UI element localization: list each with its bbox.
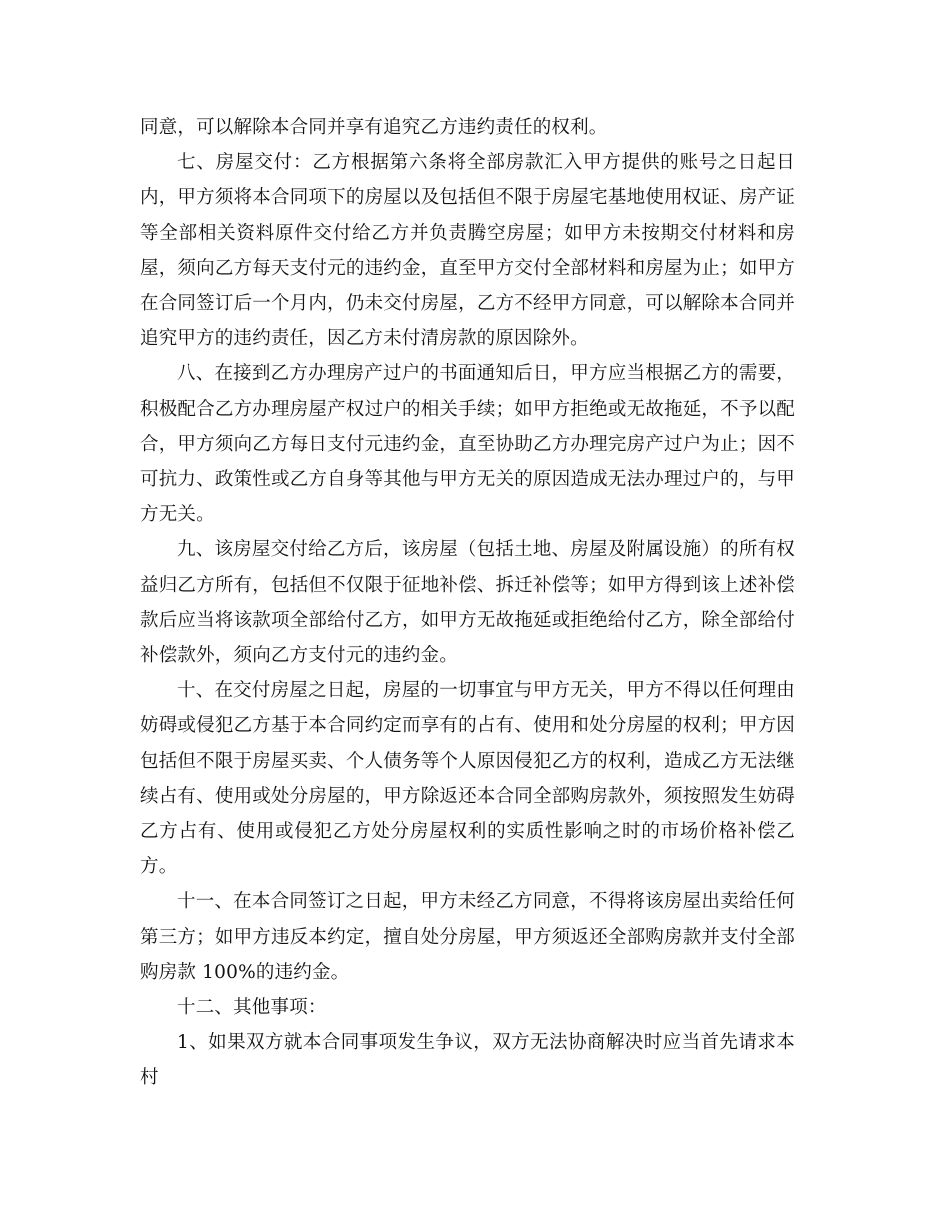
paragraph-clause-7: 七、房屋交付：乙方根据第六条将全部房款汇入甲方提供的账号之日起日内，甲方须将本合同项下的房屋以及包括但不限于房屋宅基地使用权证、房产证等全部相关资料原件交付给乙方并负责腾空房屋；如甲方未按期交付材料和房屋，须向乙方每天支付元的违约金，直至甲方交付全部材料和房屋为止；如甲方在合同签订后一个月内，仍未交付房屋，乙方不经甲方同意，可以解除本合同并追究甲方的违约责任，因乙方未付清房款的原因除外。	[140, 152, 795, 350]
paragraph-clause-8: 八、在接到乙方办理房产过户的书面通知后日，甲方应当根据乙方的需要，积极配合乙方办理房屋产权过户的相关手续；如甲方拒绝或无故拖延，不予以配合，甲方须向乙方每日支付元违约金，直至协助乙方办理完房产过户为止；因不可抗力、政策性或乙方自身等其他与甲方无关的原因造成无法办理过户的，与甲方无关。	[140, 363, 795, 526]
paragraph-clause-9: 九、该房屋交付给乙方后，该房屋（包括土地、房屋及附属设施）的所有权益归乙方所有，包括但不仅限于征地补偿、拆迁补偿等；如甲方得到该上述补偿款后应当将该款项全部给付乙方，如甲方无故拖延或拒绝给付乙方，除全部给付补偿款外，须向乙方支付元的违约金。	[140, 539, 795, 667]
paragraph-clause-10: 十、在交付房屋之日起，房屋的一切事宜与甲方无关，甲方不得以任何理由妨碍或侵犯乙方基于本合同约定而享有的占有、使用和处分房屋的权利；甲方因包括但不限于房屋买卖、个人债务等个人原因侵犯乙方的权利，造成乙方无法继续占有、使用或处分房屋的，甲方除返还本合同全部购房款外，须按照发生妨碍乙方占有、使用或侵犯乙方处分房屋权利的实质性影响之时的市场价格补偿乙方。	[140, 680, 795, 878]
paragraph-clause-12-item-1: 1、如果双方就本合同事项发生争议，双方无法协商解决时应当首先请求本村	[140, 1032, 795, 1089]
paragraph-clause-11: 十一、在本合同签订之日起，甲方未经乙方同意，不得将该房屋出卖给任何第三方；如甲方违反本约定，擅自处分房屋，甲方须返还全部购房款并支付全部购房款 100%的违约金。	[140, 891, 795, 983]
paragraph-continuation: 同意，可以解除本合同并享有追究乙方违约责任的权利。	[140, 117, 608, 138]
document-page	[140, 110, 795, 1096]
paragraph-clause-12-heading: 十二、其他事项：	[177, 997, 327, 1019]
